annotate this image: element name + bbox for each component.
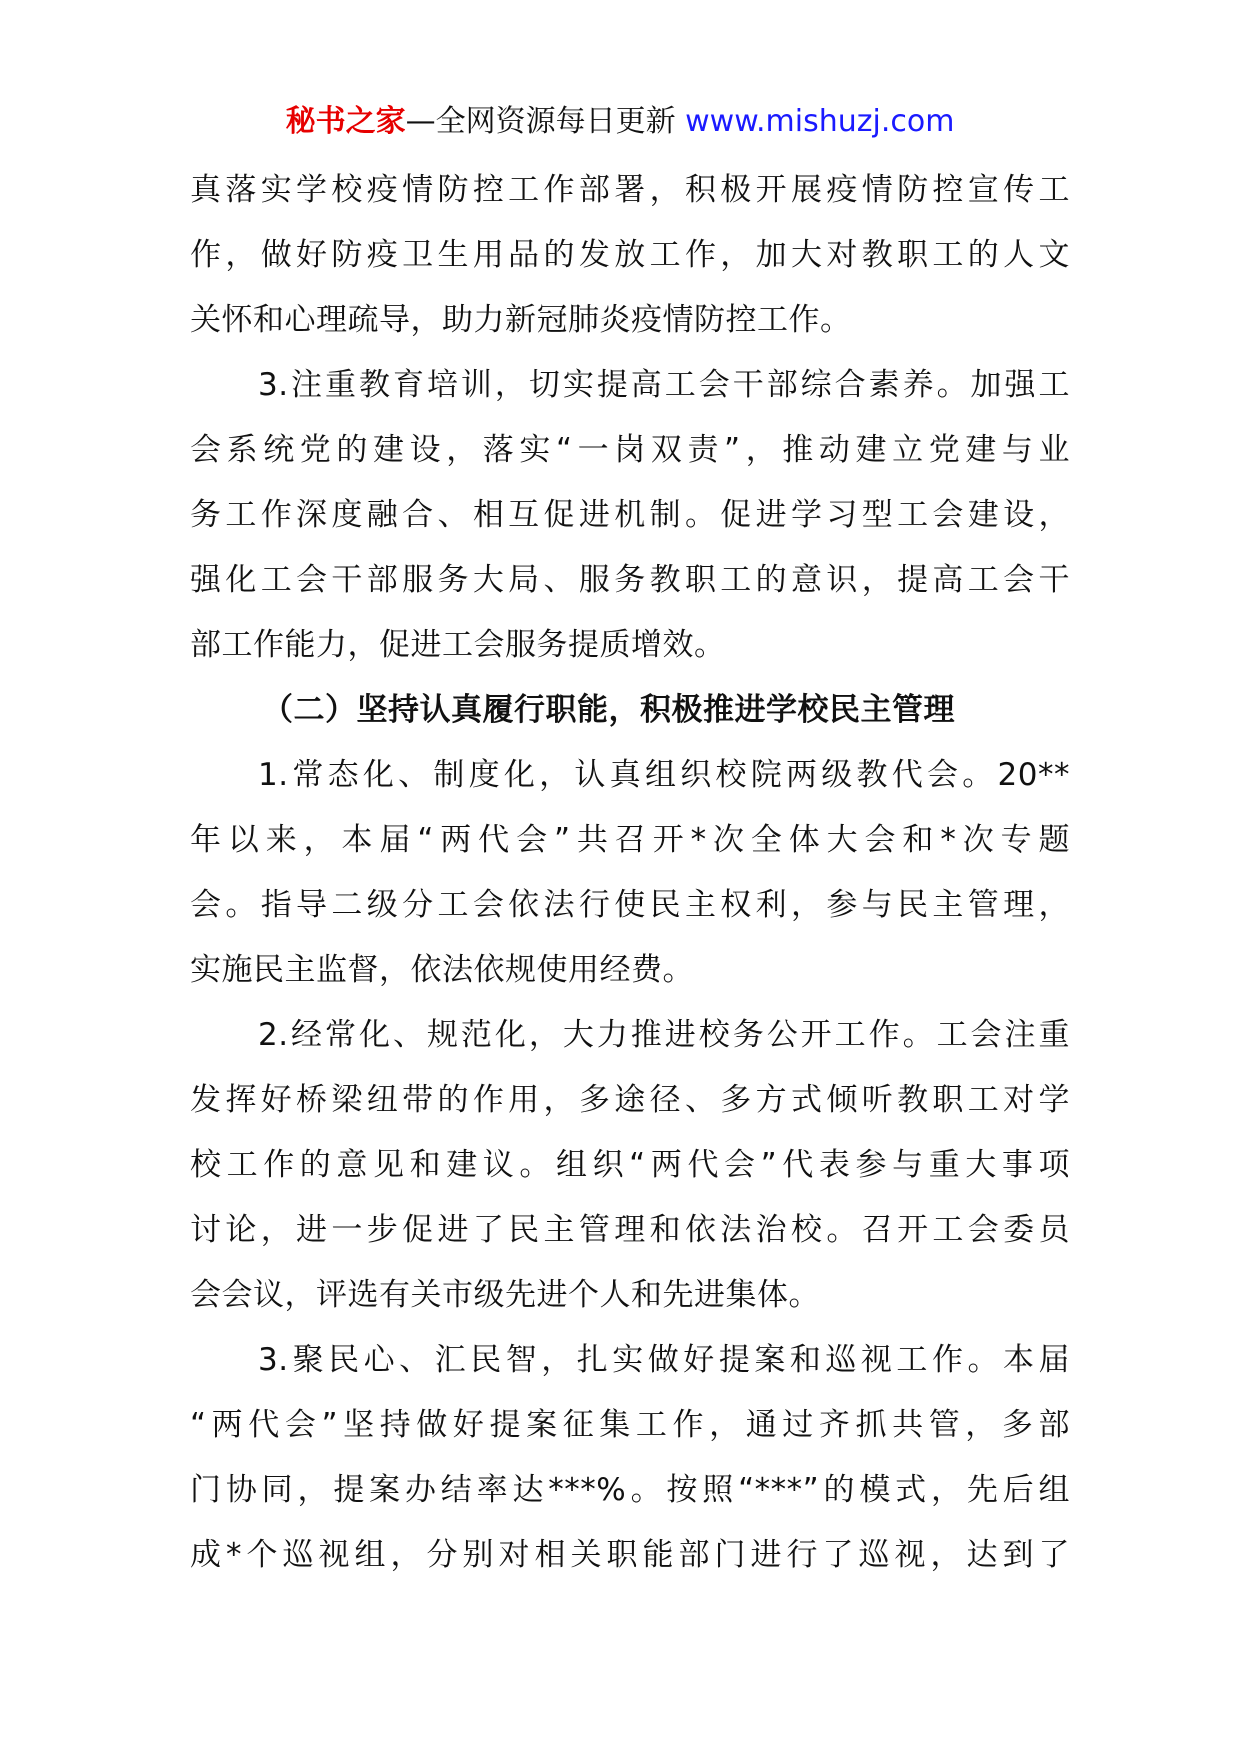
header-tagline: —全网资源每日更新 (405, 104, 686, 139)
site-url-link[interactable]: www.mishuzj.com (685, 104, 955, 139)
body-line: 发挥好桥梁纽带的作用，多途径、多方式倾听教职工对学 (190, 1082, 1070, 1118)
body-line: 真落实学校疫情防控工作部署，积极开展疫情防控宣传工 (190, 172, 1070, 208)
body-line: “两代会”坚持做好提案征集工作，通过齐抓共管，多部 (190, 1407, 1070, 1443)
brand-name: 秘书之家 (285, 104, 406, 139)
body-line: 校工作的意见和建议。组织“两代会”代表参与重大事项 (190, 1147, 1070, 1183)
body-line: 作，做好防疫卫生用品的发放工作，加大对教职工的人文 (190, 237, 1070, 273)
body-line: 会系统党的建设，落实“一岗双责”，推动建立党建与业 (190, 432, 1070, 468)
body-line: 部工作能力，促进工会服务提质增效。 (190, 627, 726, 663)
body-line: 会。指导二级分工会依法行使民主权利，参与民主管理， (190, 887, 1070, 923)
body-line: 年以来，本届“两代会”共召开*次全体大会和*次专题 (190, 822, 1070, 858)
body-line: 会会议，评选有关市级先进个人和先进集体。 (190, 1277, 820, 1313)
body-line: 2.经常化、规范化，大力推进校务公开工作。工会注重 (258, 1017, 1070, 1053)
document-body (190, 158, 1070, 1588)
body-line: 实施民主监督，依法依规使用经费。 (190, 952, 694, 988)
body-line: 3.聚民心、汇民智，扎实做好提案和巡视工作。本届 (258, 1342, 1070, 1378)
body-line: 讨论，进一步促进了民主管理和依法治校。召开工会委员 (190, 1212, 1070, 1248)
site-header (0, 100, 1240, 144)
body-line: 强化工会干部服务大局、服务教职工的意识，提高工会干 (190, 562, 1070, 598)
section-heading: （二）坚持认真履行职能，积极推进学校民主管理 (262, 692, 955, 728)
body-line: 1.常态化、制度化，认真组织校院两级教代会。20** (258, 757, 1070, 793)
body-line: 关怀和心理疏导，助力新冠肺炎疫情防控工作。 (190, 302, 852, 338)
body-line: 3.注重教育培训，切实提高工会干部综合素养。加强工 (258, 367, 1070, 403)
body-line: 成*个巡视组，分别对相关职能部门进行了巡视，达到了 (190, 1537, 1070, 1573)
body-line: 务工作深度融合、相互促进机制。促进学习型工会建设， (190, 497, 1070, 533)
body-line: 门协同，提案办结率达***%。按照“***”的模式，先后组 (190, 1472, 1070, 1508)
